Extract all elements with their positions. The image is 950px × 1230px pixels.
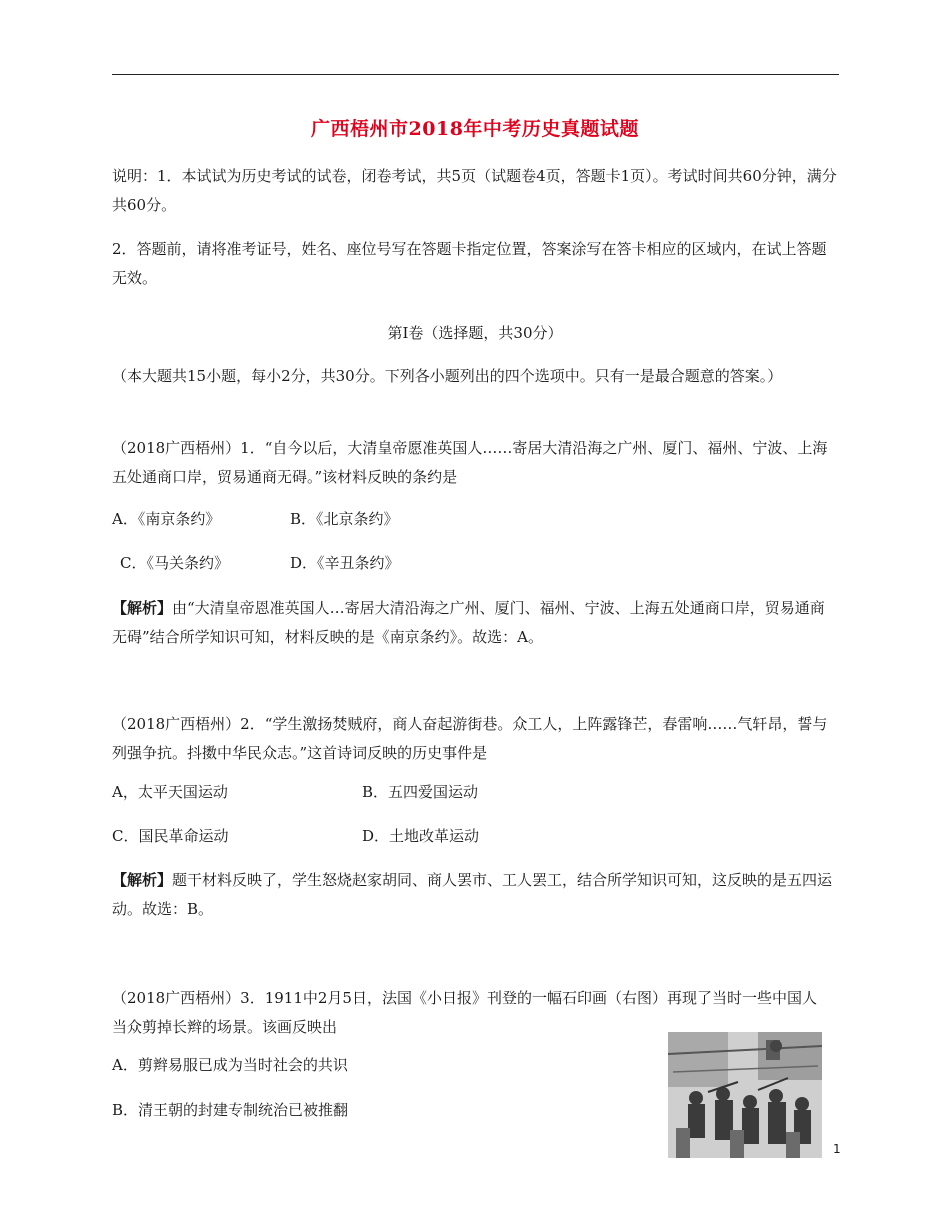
analysis-text: 由“大清皇帝恩准英国人…寄居大清沿海之广州、厦门、福州、宁波、上海五处通商口岸，贸易通商无碍”结合所学知识可知，材料反映的是《南京条约》。故选：A。 (112, 599, 825, 646)
header-rule (112, 74, 839, 75)
q2-option-a: A，太平天国运动 (112, 783, 228, 801)
note-2: 2．答题前，请将准考证号，姓名、座位号写在答题卡指定位置，答案涂写在答卡相应的区域内，在试上答题无效。 (112, 240, 827, 287)
document-title: 广西梧州市2018年中考历史真题试题 (311, 118, 639, 140)
q2-option-d: D．土地改革运动 (362, 827, 480, 845)
q1-option-a: A．《南京条约》 (112, 510, 221, 528)
question-1-stem: （2018广西梧州）1．“自今以后，大清皇帝愿准英国人……寄居大清沿海之广州、厦门、福州、宁波、上海五处通商口岸，贸易通商无碍。”该材料反映的条约是 (112, 439, 828, 486)
analysis-label: 【解析】 (112, 871, 173, 889)
q2-option-b: B．五四爱国运动 (362, 783, 479, 801)
analysis-label: 【解析】 (112, 599, 173, 617)
page-number: 1 (833, 1142, 841, 1156)
q3-option-a: A．剪辫易服已成为当时社会的共识 (112, 1056, 348, 1074)
q1-option-c: C．《马关条约》 (120, 554, 229, 572)
q2-option-c: C．国民革命运动 (112, 827, 229, 845)
q1-option-d: D．《辛丑条约》 (290, 554, 400, 572)
q3-option-b: B．清王朝的封建专制统治已被推翻 (112, 1101, 349, 1119)
lithograph-illustration (668, 1032, 822, 1158)
analysis-text: 题干材料反映了，学生怒烧赵家胡同、商人罢市、工人罢工，结合所学知识可知，这反映的是五四运动。故选：B。 (112, 871, 833, 918)
lithograph-sketch (668, 1032, 822, 1158)
question-3-stem: （2018广西梧州）3．1911中2月5日，法国《小日报》刊登的一幅石印画（右图）再现了当时一些中国人当众剪掉长辫的场景。该画反映出 (112, 989, 817, 1036)
section-instructions: （本大题共15小题，每小2分，共30分。下列各小题列出的四个选项中。只有一是最合题意的答案。） (112, 367, 783, 385)
question-2-stem: （2018广西梧州）2．“学生激扬焚贼府，商人奋起游街巷。众工人，上阵露锋芒，春雷响……气轩昂，誓与列强争抗。抖擞中华民众志。”这首诗词反映的历史事件是 (112, 715, 828, 762)
section-heading: 第Ⅰ卷（选择题，共30分） (387, 324, 563, 342)
q1-analysis (112, 594, 839, 652)
q1-option-b: B．《北京条约》 (290, 510, 399, 528)
q2-analysis (112, 866, 839, 924)
note-1: 说明：1．本试试为历史考试的试卷，闭卷考试，共5页（试题卷4页，答题卡1页）。考试时间共60分钟，满分共60分。 (112, 167, 837, 214)
